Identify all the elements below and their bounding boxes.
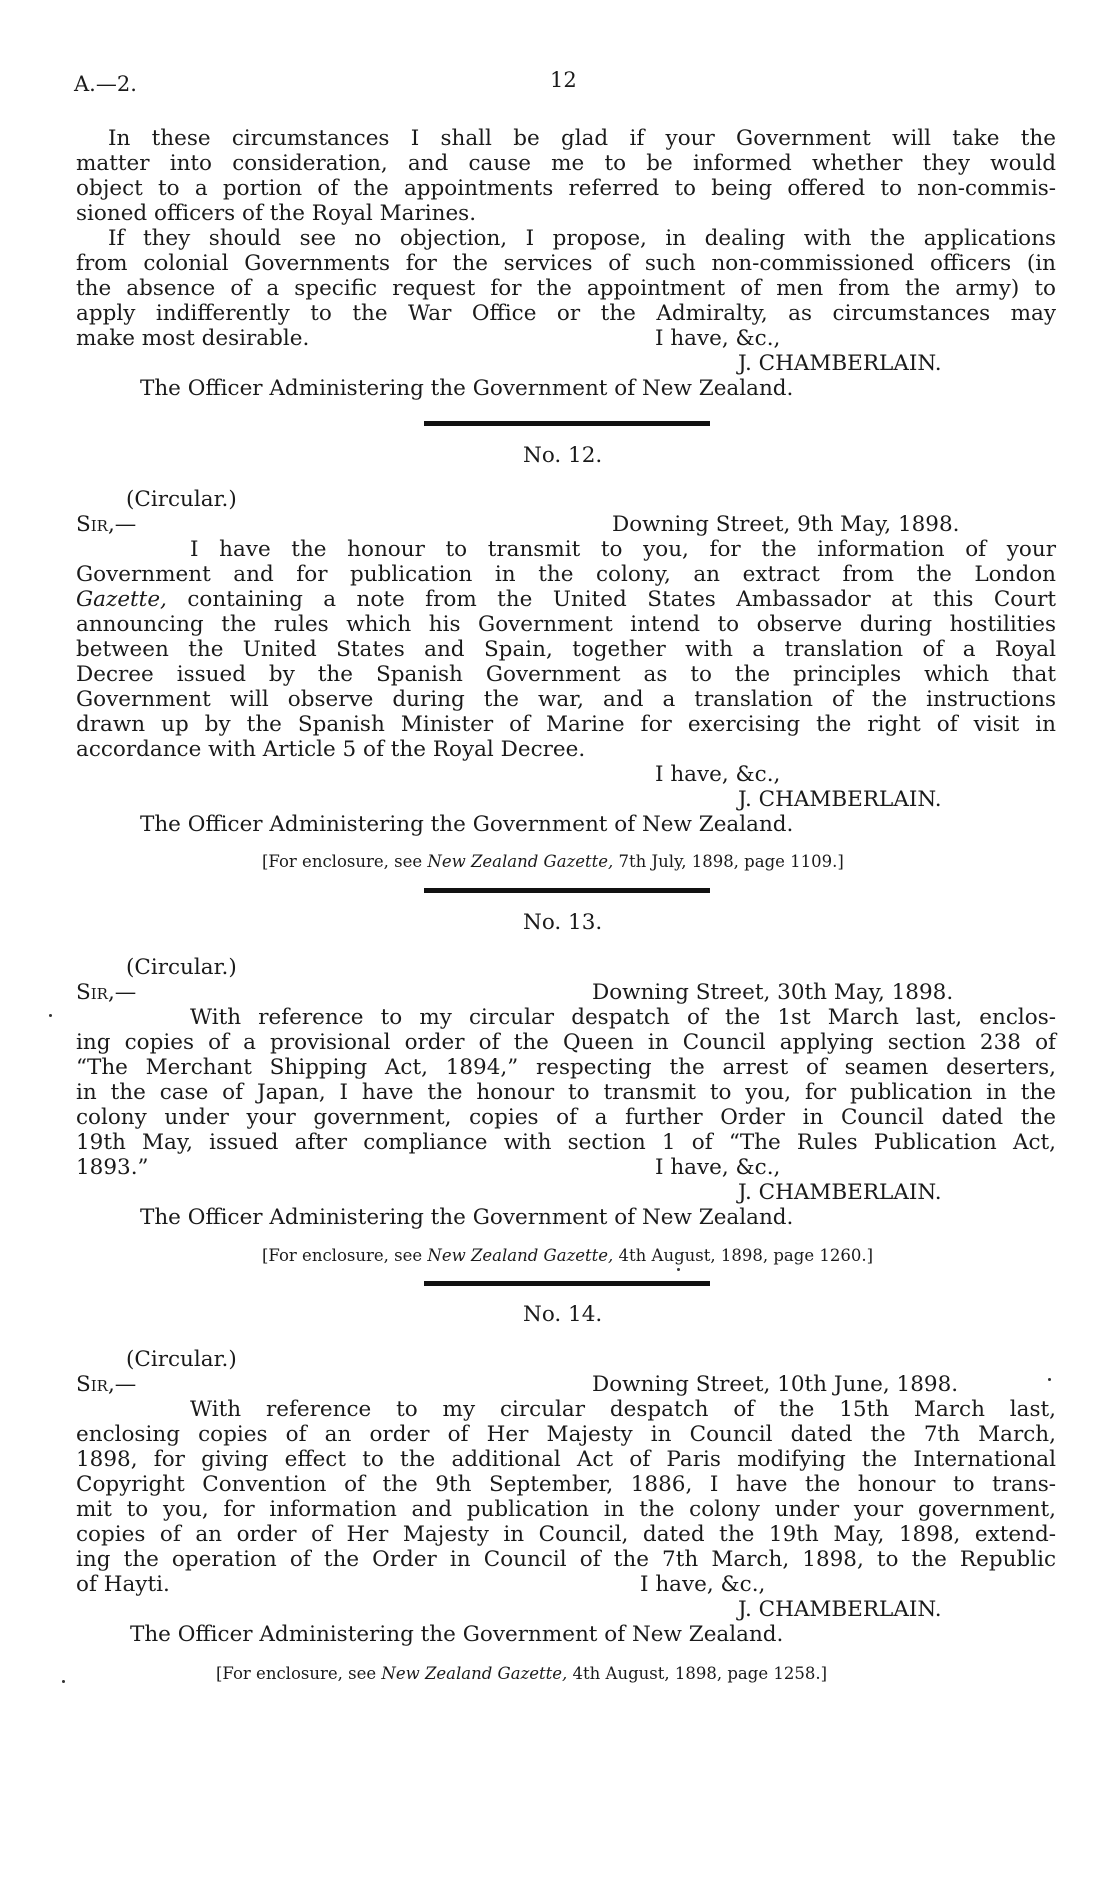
no13-date: Downing Street, 30th May, 1898.: [592, 980, 954, 1005]
no12-closing: I have, &c.,: [655, 762, 781, 787]
no14-addressee: The Officer Administering the Government of New Zealand.: [130, 1622, 784, 1647]
no14-date: Downing Street, 10th June, 1898.: [592, 1372, 959, 1397]
no12-addressee: The Officer Administering the Government of New Zealand.: [140, 812, 794, 837]
no12-line-2: Government and for publication in the colony, an extract from the London: [76, 562, 1056, 587]
para1-line-2: matter into consideration, and cause me to be informed whether they would: [76, 151, 1056, 176]
para1-line-4: sioned officers of the Royal Marines.: [76, 201, 477, 226]
no12-line-9: accordance with Article 5 of the Royal Decree.: [76, 737, 586, 762]
section-divider-1: [424, 421, 710, 426]
no14-circular: (Circular.): [126, 1347, 237, 1372]
no13-line-3: “The Merchant Shipping Act, 1894,” respecting the arrest of seamen deserters,: [76, 1055, 1056, 1080]
no12-line-3: Gazette, containing a note from the United States Ambassador at this Court: [76, 587, 1056, 612]
no14-line-2: enclosing copies of an order of Her Majesty in Council dated the 7th March,: [76, 1422, 1056, 1447]
no13-salutation: Sir,—: [76, 980, 137, 1005]
no13-circular: (Circular.): [126, 955, 237, 980]
no13-line-5: colony under your government, copies of a further Order in Council dated the: [76, 1105, 1056, 1130]
no12-line-8: drawn up by the Spanish Minister of Marine for exercising the right of visit in: [76, 712, 1056, 737]
no14-line-6: copies of an order of Her Majesty in Council, dated the 19th May, 1898, extend-: [76, 1522, 1056, 1547]
scan-speck: [49, 1014, 52, 1017]
no13-line-7: 1893.”: [76, 1155, 149, 1180]
no12-signature: J. CHAMBERLAIN.: [738, 787, 942, 812]
no12-line-7: Government will observe during the war, and a translation of the instructions: [76, 687, 1056, 712]
no13-signature: J. CHAMBERLAIN.: [738, 1180, 942, 1205]
no13-line-2: ing copies of a provisional order of the Queen in Council applying section 238 of: [76, 1030, 1056, 1055]
no12-date: Downing Street, 9th May, 1898.: [612, 512, 960, 537]
no12-line-6: Decree issued by the Spanish Government as to the principles which that: [76, 662, 1056, 687]
no12-circular: (Circular.): [126, 487, 237, 512]
para2-line-5: make most desirable.: [76, 326, 310, 351]
running-header-left: A.—2.: [74, 72, 137, 96]
no12-line-5: between the United States and Spain, together with a translation of a Royal: [76, 637, 1056, 662]
no13-addressee: The Officer Administering the Government of New Zealand.: [140, 1205, 794, 1230]
no13-title: No. 13.: [523, 910, 603, 935]
no14-signature: J. CHAMBERLAIN.: [738, 1597, 942, 1622]
para2-line-1: If they should see no objection, I propose, in dealing with the applications: [108, 226, 1056, 251]
addressee-1: The Officer Administering the Government of New Zealand.: [140, 376, 794, 401]
scan-speck: [1048, 1378, 1051, 1381]
closing-1: I have, &c.,: [655, 326, 781, 351]
no13-line-4: in the case of Japan, I have the honour to transmit to you, for publication in the: [76, 1080, 1056, 1105]
no14-title: No. 14.: [523, 1302, 603, 1327]
no12-title: No. 12.: [523, 443, 603, 468]
no12-salutation: Sir,—: [76, 512, 137, 537]
para1-line-3: object to a portion of the appointments referred to being offered to non-commis-: [76, 176, 1056, 201]
no12-line-4: announcing the rules which his Government intend to observe during hostilities: [76, 612, 1056, 637]
scan-speck: [62, 1680, 65, 1683]
no13-closing: I have, &c.,: [655, 1155, 781, 1180]
no14-line-5: mit to you, for information and publication in the colony under your government,: [76, 1497, 1056, 1522]
no13-line-1: With reference to my circular despatch of the 1st March last, enclos-: [190, 1005, 1056, 1030]
para2-line-3: the absence of a specific request for the appointment of men from the army) to: [76, 276, 1056, 301]
scan-speck: [677, 1268, 680, 1271]
page-number: 12: [550, 68, 577, 92]
no14-line-4: Copyright Convention of the 9th September, 1886, I have the honour to trans-: [76, 1472, 1056, 1497]
signature-1: J. CHAMBERLAIN.: [738, 351, 942, 376]
no12-line-1: I have the honour to transmit to you, for the information of your: [190, 537, 1056, 562]
no12-enclosure-note: [For enclosure, see New Zealand Gazette, 7th July, 1898, page 1109.]: [262, 852, 844, 871]
no14-line-8: of Hayti.: [76, 1572, 170, 1597]
no14-line-3: 1898, for giving effect to the additional Act of Paris modifying the International: [76, 1447, 1056, 1472]
no14-closing: I have, &c.,: [640, 1572, 766, 1597]
section-divider-3: [424, 1281, 710, 1286]
no13-line-6: 19th May, issued after compliance with section 1 of “The Rules Publication Act,: [76, 1130, 1056, 1155]
no14-enclosure-note: [For enclosure, see New Zealand Gazette, 4th August, 1898, page 1258.]: [216, 1664, 828, 1683]
no14-salutation: Sir,—: [76, 1372, 137, 1397]
no13-enclosure-note: [For enclosure, see New Zealand Gazette, 4th August, 1898, page 1260.]: [262, 1246, 874, 1265]
no14-line-7: ing the operation of the Order in Council of the 7th March, 1898, to the Republic: [76, 1547, 1056, 1572]
para2-line-2: from colonial Governments for the services of such non-commissioned officers (in: [76, 251, 1056, 276]
para1-line-1: In these circumstances I shall be glad if your Government will take the: [108, 126, 1056, 151]
no14-line-1: With reference to my circular despatch of the 15th March last,: [190, 1397, 1056, 1422]
para2-line-4: apply indifferently to the War Office or the Admiralty, as circumstances may: [76, 301, 1056, 326]
section-divider-2: [424, 888, 710, 893]
